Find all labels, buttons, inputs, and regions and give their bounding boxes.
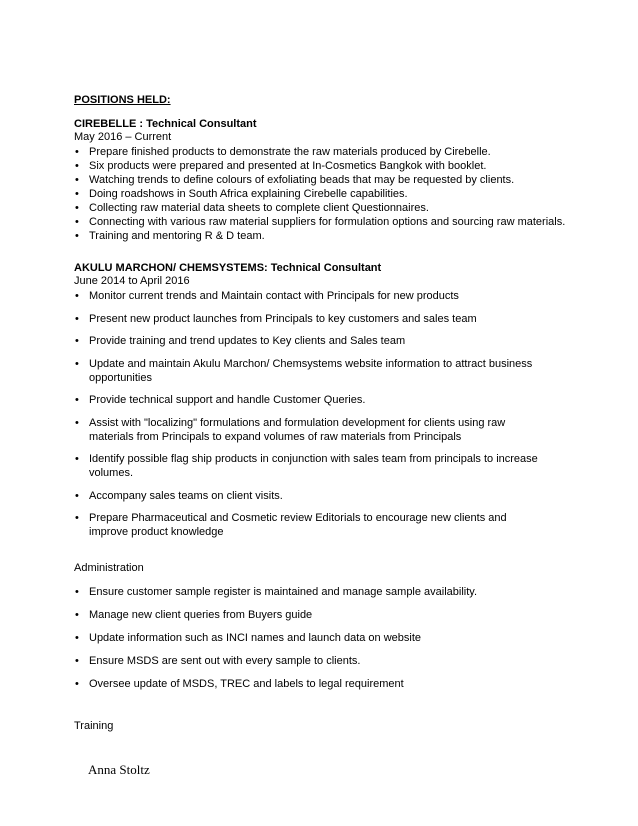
list-item: • Doing roadshows in South Africa explaining Cirebelle capabilities.	[75, 188, 408, 200]
bullet-icon: •	[75, 609, 79, 621]
job-cirebelle	[74, 118, 574, 243]
bullet-icon: •	[75, 655, 79, 667]
list-item: • Manage new client queries from Buyers guide	[75, 609, 313, 621]
job-bullets	[74, 145, 574, 243]
bullet-icon: •	[75, 453, 79, 465]
list-item: • Collecting raw material data sheets to complete client Questionnaires.	[75, 202, 429, 214]
list-item: • Update and maintain Akulu Marchon/ Chemsystems website information to attract business opportunities	[75, 357, 533, 384]
list-item: • Connecting with various raw material suppliers for formulation options and sourcing raw materials.	[75, 216, 566, 228]
bullet-icon: •	[75, 335, 79, 347]
job-dates: May 2016 – Current	[74, 131, 172, 143]
bullet-icon: •	[75, 632, 79, 644]
job-akulu-marchon	[74, 262, 574, 548]
list-item: • Provide technical support and handle Customer Queries.	[75, 394, 366, 406]
list-item: • Prepare finished products to demonstrate the raw materials produced by Cirebelle.	[75, 146, 491, 158]
list-item: • Accompany sales teams on client visits.	[75, 489, 283, 502]
bullet-icon: •	[75, 146, 79, 158]
bullet-icon: •	[75, 216, 79, 228]
bullet-icon: •	[75, 678, 79, 690]
bullet-icon: •	[75, 188, 79, 200]
list-item: • Ensure customer sample register is maintained and manage sample availability.	[75, 586, 478, 598]
list-item: • Assist with "localizing" formulations and formulation development for clients using raw materials from Principals to expand volumes of raw materials from Principals	[75, 416, 506, 443]
list-item: • Oversee update of MSDS, TREC and labels to legal requirement	[75, 678, 404, 690]
list-item: • Prepare Pharmaceutical and Cosmetic review Editorials to encourage new clients and improve product knowledge	[75, 512, 507, 538]
list-item: • Provide training and trend updates to Key clients and Sales team	[75, 335, 406, 347]
administration-section	[74, 585, 574, 700]
bullet-icon: •	[75, 290, 79, 302]
bullet-icon: •	[75, 230, 79, 242]
bullet-icon: •	[75, 202, 79, 214]
list-item: • Training and mentoring R & D team.	[75, 230, 265, 242]
training-label: Training	[74, 720, 114, 732]
administration-bullets	[74, 585, 574, 691]
footer-name: Anna Stoltz	[88, 762, 150, 777]
bullet-icon: •	[75, 312, 79, 325]
job-bullets	[74, 289, 539, 539]
bullet-icon: •	[75, 489, 79, 502]
job-dates: June 2014 to April 2016	[74, 275, 190, 287]
bullet-icon: •	[75, 357, 79, 370]
job-title: AKULU MARCHON/ CHEMSYSTEMS: Technical Consultant	[74, 262, 382, 274]
bullet-icon: •	[75, 416, 79, 429]
bullet-icon: •	[75, 394, 79, 406]
positions-heading: POSITIONS HELD:	[74, 94, 171, 106]
bullet-icon: •	[75, 160, 79, 172]
list-item: • Watching trends to define colours of exfoliating beads that may be requested by clients.	[75, 174, 515, 186]
list-item: • Present new product launches from Principals to key customers and sales team	[75, 312, 477, 325]
administration-label: Administration	[74, 562, 144, 574]
bullet-icon: •	[75, 512, 79, 524]
list-item: • Ensure MSDS are sent out with every sample to clients.	[75, 655, 361, 667]
list-item: • Identify possible flag ship products in conjunction with sales team from principals to increase volumes.	[75, 453, 538, 479]
list-item: • Update information such as INCI names and launch data on website	[75, 632, 422, 644]
bullet-icon: •	[75, 174, 79, 186]
job-title: CIREBELLE : Technical Consultant	[74, 118, 257, 130]
list-item: • Six products were prepared and presented at In-Cosmetics Bangkok with booklet.	[75, 160, 487, 172]
list-item: • Monitor current trends and Maintain contact with Principals for new products	[75, 290, 459, 302]
bullet-icon: •	[75, 586, 79, 598]
